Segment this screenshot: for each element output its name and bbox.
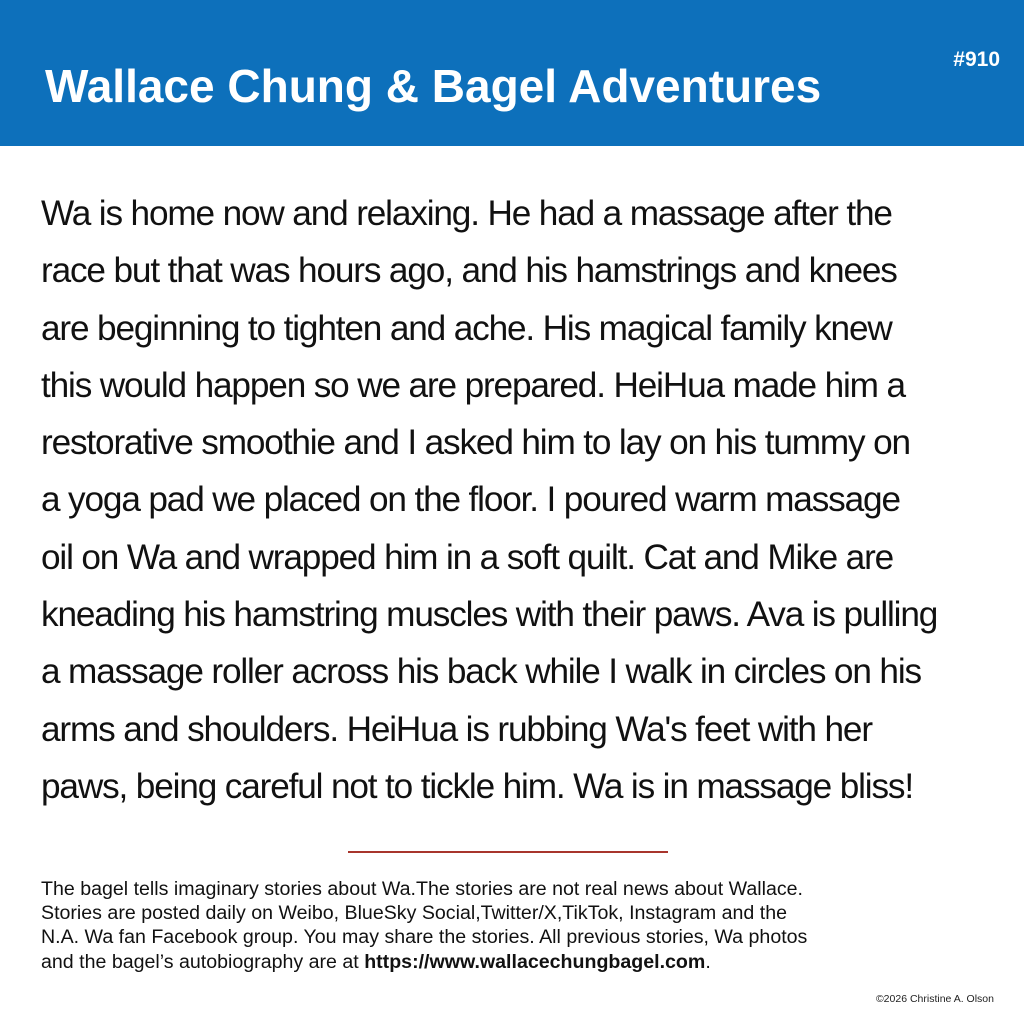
disclaimer-line: N.A. Wa fan Facebook group. You may share the stories. All previous stories, Wa photos <box>41 926 808 949</box>
website-link[interactable]: https://www.wallacechungbagel.com <box>364 950 706 973</box>
story-line: a yoga pad we placed on the floor. I poured warm massage <box>41 480 900 520</box>
story-text <box>41 185 1003 815</box>
disclaimer-line: The bagel tells imaginary stories about Wa.The stories are not real news about Wallace. <box>41 878 803 900</box>
divider-line <box>348 851 668 853</box>
disclaimer-line: Stories are posted daily on Weibo, BlueSky Social,Twitter/X,TikTok, Instagram and the <box>41 902 788 925</box>
story-number: #910 <box>953 48 1000 71</box>
disclaimer-line-last <box>41 950 1001 974</box>
copyright-notice: ©2026 Christine A. Olson <box>875 993 994 1005</box>
story-line: arms and shoulders. HeiHua is rubbing Wa's feet with her <box>41 709 872 749</box>
story-line: race but that was hours ago, and his hamstrings and knees <box>41 251 897 291</box>
disclaimer-prefix: and the bagel’s autobiography are at <box>41 950 365 973</box>
disclaimer-suffix: . <box>705 950 711 973</box>
disclaimer-text <box>41 877 1001 974</box>
story-line: Wa is home now and relaxing. He had a massage after the <box>41 194 892 233</box>
page-title: Wallace Chung & Bagel Adventures <box>45 60 822 112</box>
story-line: kneading his hamstring muscles with their paws. Ava is pulling <box>41 595 938 635</box>
story-line: are beginning to tighten and ache. His magical family knew <box>41 308 892 348</box>
story-line: this would happen so we are prepared. HeiHua made him a <box>41 365 905 405</box>
story-line: paws, being careful not to tickle him. Wa is in massage bliss! <box>41 766 913 806</box>
header-banner <box>0 0 1024 146</box>
story-line: a massage roller across his back while I walk in circles on his <box>41 652 921 692</box>
story-line: restorative smoothie and I asked him to lay on his tummy on <box>41 423 910 463</box>
story-line: oil on Wa and wrapped him in a soft quilt. Cat and Mike are <box>41 537 894 577</box>
